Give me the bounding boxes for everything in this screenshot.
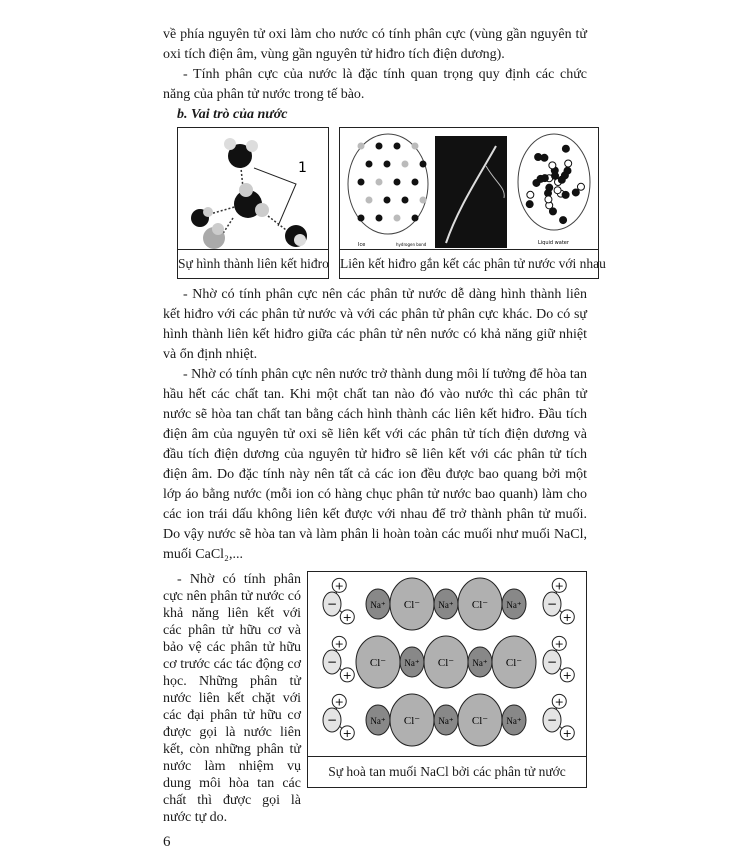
ice-molecule	[412, 179, 419, 186]
ice-molecule	[358, 215, 365, 222]
plus-sign: +	[334, 579, 344, 593]
figure-hydrogen-bond-formation	[177, 127, 329, 279]
water-molecule	[572, 189, 579, 196]
ice-molecule	[384, 161, 391, 168]
figure1-caption: Sự hình thành liên kết hiđro	[178, 249, 328, 278]
sodium-ion	[366, 589, 390, 619]
ice-molecule	[420, 161, 427, 168]
section-heading: b. Vai trò của nước	[177, 107, 288, 122]
water-molecule	[543, 578, 574, 624]
sodium-ion	[434, 589, 458, 619]
figure2-caption: Liên kết hiđro gắn kết các phân tử nước với nhau	[340, 249, 598, 278]
ice-molecule	[394, 179, 401, 186]
water-molecule	[549, 162, 556, 169]
chloride-ion	[356, 636, 400, 688]
ion-label: Na⁺	[438, 600, 454, 610]
figure3-caption: Sự hoà tan muối NaCl bởi các phân tử nước	[308, 756, 586, 787]
plus-sign: +	[562, 610, 572, 624]
water-molecule	[533, 179, 540, 186]
plus-sign: +	[554, 637, 564, 651]
ion-label: Cl⁻	[471, 715, 489, 727]
polarity-note: - Tính phân cực của nước là đặc tính quan trọng quy định các chức năng của phân tử nước trong tế bào.	[163, 67, 587, 102]
ion-label: Na⁺	[506, 600, 522, 610]
water-molecule	[562, 145, 569, 152]
sodium-ion	[366, 705, 390, 735]
nacl-dissolution-diagram	[308, 572, 586, 757]
water-molecule	[560, 217, 567, 224]
ice-molecule	[402, 161, 409, 168]
ion-label: Cl⁻	[403, 599, 421, 611]
ion-label: Cl⁻	[437, 657, 455, 669]
page-number: 6	[163, 834, 171, 850]
water-molecule	[323, 694, 354, 740]
minus-sign: −	[326, 713, 338, 727]
water-molecule	[541, 175, 548, 182]
intro-text: về phía nguyên tử oxi làm cho nước có tính phân cực (vùng gần nguyên tử oxi tích điện âm, vùng gần nguyên tử hiđro tích điện dương).	[163, 27, 587, 62]
water-molecule	[565, 160, 572, 167]
ice-molecule	[394, 143, 401, 150]
water-molecule	[323, 578, 354, 624]
water-molecule	[561, 172, 568, 179]
water-molecule	[323, 636, 354, 682]
chloride-ion	[492, 636, 536, 688]
water-molecule	[543, 636, 574, 682]
figure-hydrogen-bonds-water	[339, 127, 606, 279]
water-molecule	[526, 201, 533, 208]
ice-molecule	[358, 143, 365, 150]
ice-molecule	[376, 215, 383, 222]
ice-molecule	[366, 197, 373, 204]
ice-molecule	[394, 215, 401, 222]
plus-sign: +	[562, 668, 572, 682]
minus-sign: −	[326, 597, 338, 611]
paragraph-solvent: - Nhờ có tính phân cực nên nước trở thành dung môi lí tưởng để hòa tan hầu hết các chất tan. Khi một chất tan nào đó vào nước thì các phân tử nước sẽ hòa tan chất tan bằng cách hình thành các liên kết hiđro. Đầu tích điện âm của nguyên tử oxi sẽ liên kết với các phân tử tích điện dương và đầu tích điện dương của nguyên tử hiđro sẽ liên kết với các phân tử tích điện âm. Do đặc tính này nên tất cả các ion đều được bao quang bởi một lớp áo bằng nước (mỗi ion có hàng chục phân tử nước bao quanh) làm cho các ion trái dấu không liên kết được với nhau để trở thành phân tử muối. Do vậy nước sẽ hòa tan và làm phân li hoàn toàn các muối như muối NaCl, muối CaCl₂,...	[163, 367, 587, 562]
plus-sign: +	[342, 610, 352, 624]
sodium-ion	[400, 647, 424, 677]
ion-label: Na⁺	[472, 658, 488, 668]
chloride-ion	[458, 694, 502, 746]
plus-sign: +	[334, 637, 344, 651]
water-molecules-illustration	[178, 128, 328, 250]
ion-label: Cl⁻	[471, 599, 489, 611]
ion-label: Cl⁻	[369, 657, 387, 669]
paragraph-bound-water: - Nhờ có tính phân cực nên phân tử nước có khả năng liên kết với các phân tử hữu cơ và bảo vệ các phân tử hữu cơ trước các tác động cơ học. Những phân tử nước liên kết chặt với các đại phân tử hữu cơ được gọi là nước liên kết, còn những phân tử nước làm nhiệm vụ dung môi hòa tan các chất thì được gọi là nước tự do.	[163, 572, 301, 825]
ice-and-water-illustration	[340, 128, 598, 250]
figure-nacl-dissolution	[307, 571, 587, 788]
ion-label: Na⁺	[370, 716, 386, 726]
ice-molecule	[412, 215, 419, 222]
water-molecule	[554, 187, 561, 194]
figure-row	[177, 127, 606, 279]
water-molecule	[543, 694, 574, 740]
minus-sign: −	[546, 597, 558, 611]
plus-sign: +	[554, 695, 564, 709]
label-hydrogen-bond: hydrogen bond	[396, 242, 427, 247]
water-molecule	[527, 191, 534, 198]
chloride-ion	[390, 694, 434, 746]
paragraph-hydrogen-bonding: - Nhờ có tính phân cực nên các phân tử nước dễ dàng hình thành liên kết hiđro với các phân tử nước và với các phân tử phân cực khác. Do có sự hình thành liên kết hiđro giữa các phân tử nên nước có khả năng giữ nhiệt và ổn định nhiệt.	[163, 287, 587, 362]
chloride-ion	[424, 636, 468, 688]
sodium-ion	[502, 589, 526, 619]
ice-molecule	[412, 143, 419, 150]
water-molecule	[545, 196, 552, 203]
sodium-ion	[468, 647, 492, 677]
figure1-label: 1	[298, 160, 307, 176]
ice-molecule	[384, 197, 391, 204]
ice-molecule	[376, 179, 383, 186]
ion-label: Cl⁻	[505, 657, 523, 669]
minus-sign: −	[326, 655, 338, 669]
water-molecule	[535, 153, 542, 160]
water-molecule	[577, 183, 584, 190]
page-column	[163, 25, 606, 851]
ice-molecule	[358, 179, 365, 186]
ice-molecule	[376, 143, 383, 150]
minus-sign: −	[546, 655, 558, 669]
ice-molecule	[366, 161, 373, 168]
chloride-ion	[458, 578, 502, 630]
ion-label: Na⁺	[404, 658, 420, 668]
water-molecule	[549, 208, 556, 215]
sodium-ion	[502, 705, 526, 735]
ion-label: Na⁺	[438, 716, 454, 726]
plus-sign: +	[342, 726, 352, 740]
ion-label: Cl⁻	[403, 715, 421, 727]
ion-label: Na⁺	[370, 600, 386, 610]
water-molecule	[562, 191, 569, 198]
ion-label: Na⁺	[506, 716, 522, 726]
plus-sign: +	[562, 726, 572, 740]
plus-sign: +	[342, 668, 352, 682]
chloride-ion	[390, 578, 434, 630]
plus-sign: +	[554, 579, 564, 593]
bottom-section	[163, 571, 587, 826]
water-molecule	[552, 172, 559, 179]
label-ice: Ice	[358, 242, 366, 248]
ice-molecule	[402, 197, 409, 204]
minus-sign: −	[546, 713, 558, 727]
label-liquid-water: Liquid water	[538, 240, 569, 246]
sodium-ion	[434, 705, 458, 735]
ice-molecule	[420, 197, 427, 204]
plus-sign: +	[334, 695, 344, 709]
